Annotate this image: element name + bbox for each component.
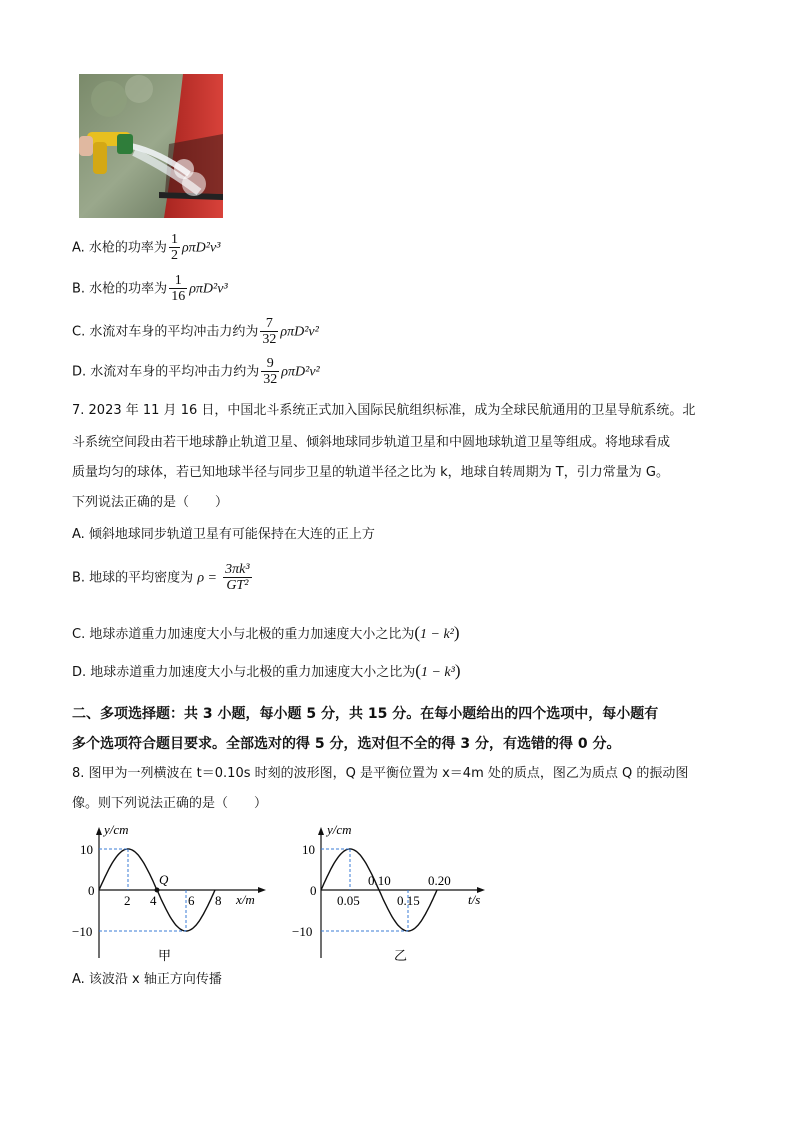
frac-den: 32 xyxy=(262,332,277,347)
q6-option-d[interactable] xyxy=(72,356,320,388)
y-axis-arrow xyxy=(96,827,102,835)
option-c-text: C. 水流对车身的平均冲击力约为 xyxy=(72,324,259,340)
section-2-heading-line-2: 多个选项符合题目要求。全部选对的得 5 分，选对但不全的得 3 分，有选错的得 0 分。 xyxy=(72,736,621,752)
frac-num: 1 xyxy=(174,273,182,288)
x-tick-4: 4 xyxy=(150,893,157,908)
caption-a: 甲 xyxy=(158,948,172,963)
y-tick-neg10: −10 xyxy=(292,924,313,939)
q7-stem-line-2: 斗系统空间段由若干地球静止轨道卫星、倾斜地球同步轨道卫星和中圆地球轨道卫星等组成。将地球看成 xyxy=(72,435,671,450)
paren-open: ( xyxy=(415,661,421,680)
formula: ρπD²v² xyxy=(281,364,320,380)
q7-option-a[interactable]: A. 倾斜地球同步轨道卫星有可能保持在大连的正上方 xyxy=(72,527,375,542)
formula: ρπD²v³ xyxy=(189,281,228,297)
q6-option-c[interactable] xyxy=(72,316,319,348)
paren-close: ) xyxy=(454,661,461,680)
option-b-text: B. 水枪的功率为 xyxy=(72,281,168,297)
t-tick-005: 0.05 xyxy=(337,893,360,908)
q7-stem-line-1: 7. 2023 年 11 月 16 日，中国北斗系统正式加入国际民航组织标准，成为全球民航通用的卫星导航系统。北 xyxy=(72,403,696,418)
option-d-text: D. 水流对车身的平均冲击力约为 xyxy=(72,364,260,380)
y-tick-10: 10 xyxy=(80,842,93,857)
fraction xyxy=(169,273,187,305)
wave-graph-b xyxy=(290,818,490,968)
t-axis-label: t/s xyxy=(468,892,481,907)
frac-den: GT² xyxy=(223,577,251,594)
q6-option-a[interactable] xyxy=(72,232,220,264)
t-tick-020: 0.20 xyxy=(428,873,451,888)
water-gun-spraying-car-photo-icon xyxy=(79,74,223,218)
x-tick-8: 8 xyxy=(215,893,222,908)
x-tick-6: 6 xyxy=(188,893,195,908)
frac-den: 32 xyxy=(263,372,278,387)
y-axis-label: y/cm xyxy=(104,822,129,837)
y-axis-label: y/cm xyxy=(327,822,352,837)
frac-num: 7 xyxy=(265,316,273,331)
q7-option-b[interactable] xyxy=(72,562,254,594)
q7-option-c[interactable] xyxy=(72,624,460,644)
y-tick-neg10: −10 xyxy=(72,924,93,939)
paren-open: ( xyxy=(414,623,421,642)
option-a-text: A. 水枪的功率为 xyxy=(72,240,167,256)
option-b-text: B. 地球的平均密度为 xyxy=(72,570,194,586)
point-q-dot xyxy=(155,888,160,893)
paren-close: ) xyxy=(453,623,460,642)
frac-den: 2 xyxy=(170,248,178,263)
y-tick-0: 0 xyxy=(88,883,95,898)
fraction xyxy=(261,356,279,388)
q8-stem-line-2: 像。则下列说法正确的是（ ） xyxy=(72,796,268,811)
water-gun-photo xyxy=(79,74,223,218)
q6-option-b[interactable] xyxy=(72,273,228,305)
frac-num: 1 xyxy=(170,232,178,247)
formula: ρπD²v³ xyxy=(181,240,221,256)
rho-lhs: ρ = xyxy=(197,570,217,586)
fraction xyxy=(169,232,180,264)
ratio-expr: 1 − k³ xyxy=(420,665,455,680)
formula: ρπD²v² xyxy=(280,324,319,340)
option-d-text: D. 地球赤道重力加速度大小与北极的重力加速度大小之比为 xyxy=(72,665,416,680)
frac-den: 16 xyxy=(171,289,186,304)
q8-stem-line-1: 8. 图甲为一列横波在 t＝0.10s 时刻的波形图，Q 是平衡位置为 x＝4m 处的质点，图乙为质点 Q 的振动图 xyxy=(72,766,689,781)
y-tick-10: 10 xyxy=(302,842,315,857)
point-q-label: Q xyxy=(159,872,169,887)
density-fraction xyxy=(223,562,251,594)
x-axis-label: x/m xyxy=(236,892,255,907)
x-axis-arrow xyxy=(258,887,266,893)
y-tick-0: 0 xyxy=(310,883,317,898)
t-tick-015: 0.15 xyxy=(397,893,420,908)
frac-num: 3πk³ xyxy=(225,562,250,577)
option-c-text: C. 地球赤道重力加速度大小与北极的重力加速度大小之比为 xyxy=(72,627,415,642)
q7-option-d[interactable] xyxy=(72,662,460,682)
x-tick-2: 2 xyxy=(124,893,131,908)
caption-b: 乙 xyxy=(394,948,408,963)
frac-num: 9 xyxy=(266,356,274,371)
q7-stem-line-4: 下列说法正确的是（ ） xyxy=(72,495,229,510)
t-tick-010: 0.10 xyxy=(368,873,391,888)
section-2-heading-line-1: 二、多项选择题：共 3 小题，每小题 5 分，共 15 分。在每小题给出的四个选项中，每小题有 xyxy=(72,706,659,722)
q8-option-a[interactable]: A. 该波沿 x 轴正方向传播 xyxy=(72,972,222,987)
ratio-expr: 1 − k² xyxy=(420,627,454,642)
q7-stem-line-3: 质量均匀的球体，若已知地球半径与同步卫星的轨道半径之比为 k，地球自转周期为 T，引力常量为 G。 xyxy=(72,465,669,480)
y-axis-arrow xyxy=(318,827,324,835)
wave-graph-a xyxy=(70,818,270,968)
fraction xyxy=(260,316,278,348)
